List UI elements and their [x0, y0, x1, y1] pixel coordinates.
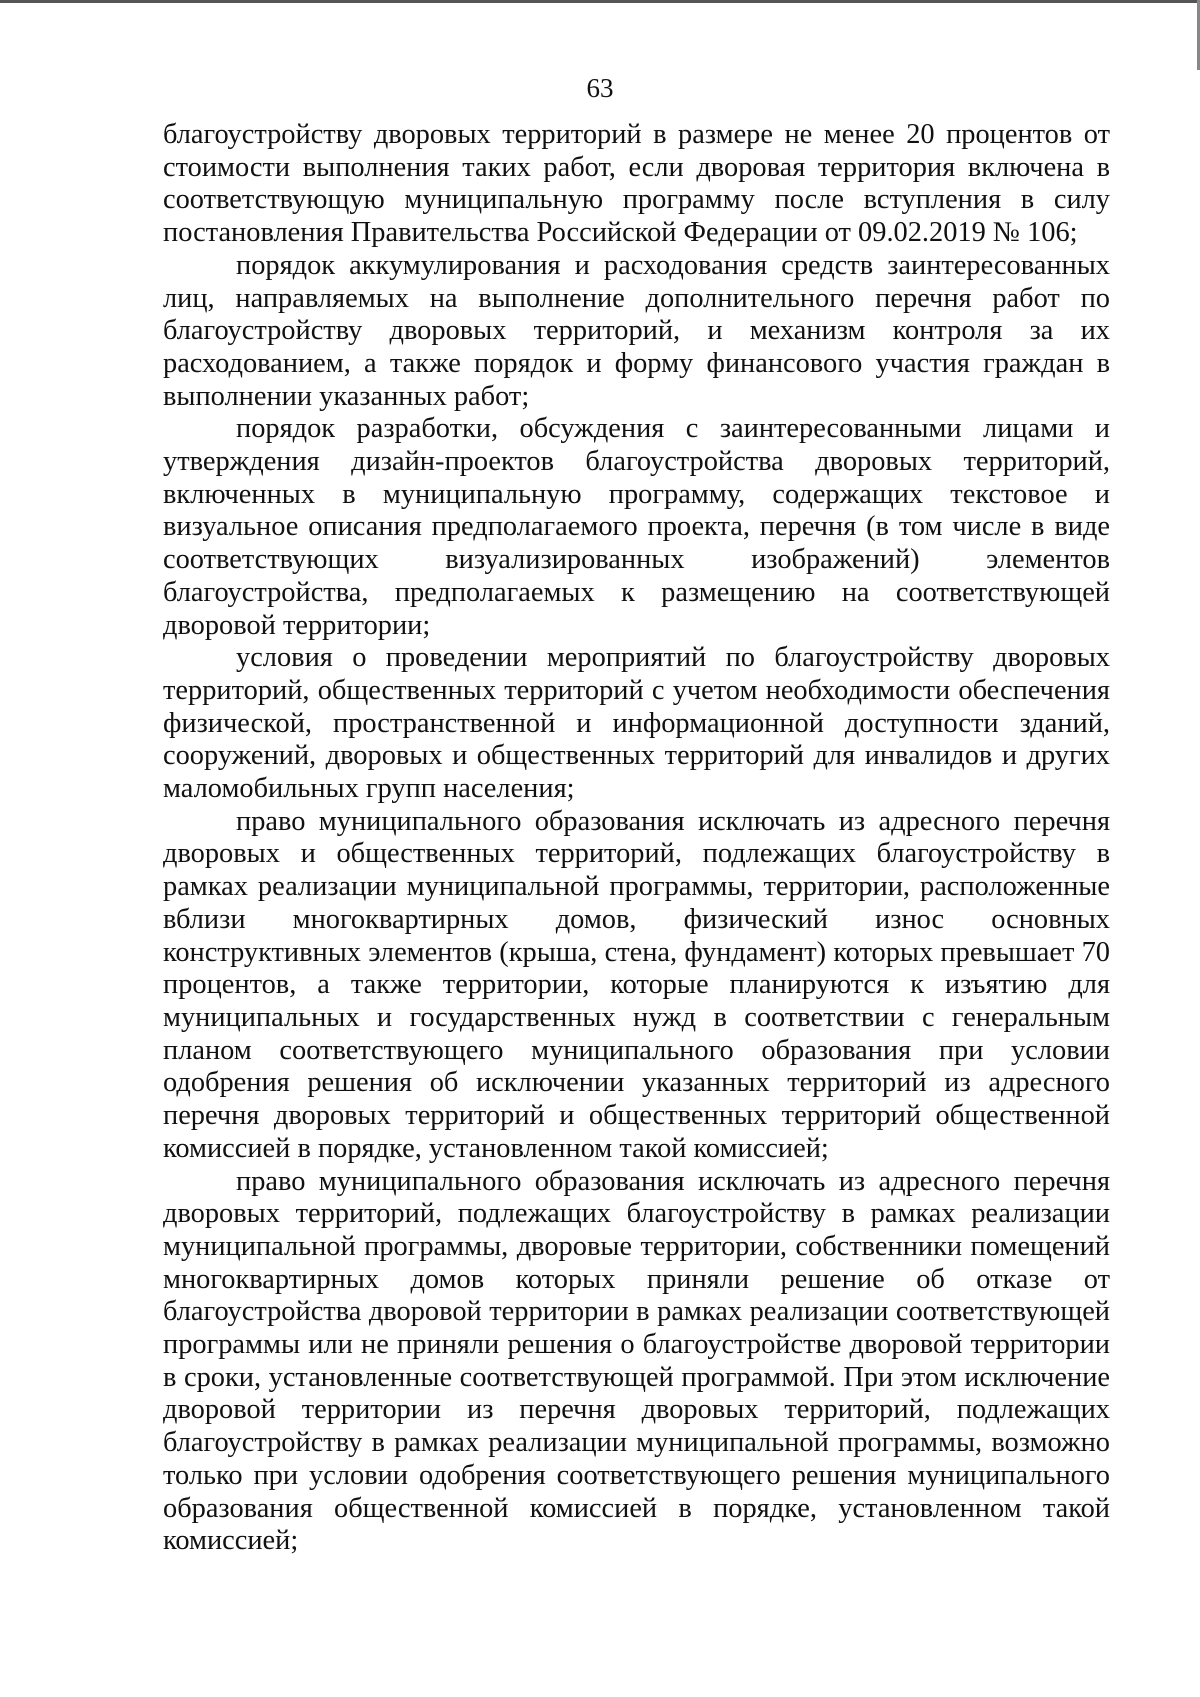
document-body: [163, 119, 1110, 1558]
paragraph-accumulation-order: порядок аккумулирования и расходования средств заинтересованных лиц, направляемых на выполнение дополнительного перечня работ по благоустройству дворовых территорий, и механизм контроля за их расходованием, а также порядок и форму финансового участия граждан в выполнении указанных работ;: [163, 249, 1110, 412]
paragraph-exclusion-right-owners: право муниципального образования исключать из адресного перечня дворовых территорий, подлежащих благоустройству в рамках реализации муниципальной программы, дворовые территории, собственники помещений многоквартирных домов которых приняли решение об отказе от благоустройства дворовой территории в рамках реализации соответствующей программы или не приняли решения о благоустройстве дворовой территории в сроки, установленные соответствующей программой. При этом исключение дворовой территории из перечня дворовых территорий, подлежащих благоустройству в рамках реализации муниципальной программы, возможно только при условии одобрения соответствующего решения муниципального образования общественной комиссией в порядке, установленном такой комиссией;: [163, 1165, 1110, 1557]
scan-border-top: [0, 0, 1200, 3]
page-number: 63: [586, 73, 614, 103]
paragraph-accessibility-conditions: условия о проведении мероприятий по благоустройству дворовых территорий, общественных территорий с учетом необходимости обеспечения физической, пространственной и информационной доступности зданий, сооружений, дворовых и общественных территорий для инвалидов и других маломобильных групп населения;: [163, 642, 1110, 805]
paragraph-design-projects: порядок разработки, обсуждения с заинтересованными лицами и утверждения дизайн-проектов благоустройства дворовых территорий, включенных в муниципальную программу, содержащих текстовое и визуальное описания предполагаемого проекта, перечня (в том числе в виде соответствующих визуализированных изображений) элементов благоустройства, предполагаемых к размещению на соответствующей дворовой территории;: [163, 413, 1110, 641]
paragraph-exclusion-right-territories: право муниципального образования исключать из адресного перечня дворовых и общественных территорий, подлежащих благоустройству в рамках реализации муниципальной программы, территории, расположенные вблизи многоквартирных домов, физический износ основных конструктивных элементов (крыша, стена, фундамент) которых превышает 70 процентов, а также территории, которые планируются к изъятию для муниципальных и государственных нужд в соответствии с генеральным планом соответствующего муниципального образования при условии одобрения решения об исключении указанных территорий из адресного перечня дворовых территорий и общественных территорий общественной комиссией в порядке, установленном такой комиссией;: [163, 805, 1110, 1164]
paragraph-continuation: благоустройству дворовых территорий в размере не менее 20 процентов от стоимости выполнения таких работ, если дворовая территория включена в соответствующую муниципальную программу после вступления в силу постановления Правительства Российской Федерации от 09.02.2019 № 106;: [163, 119, 1110, 249]
